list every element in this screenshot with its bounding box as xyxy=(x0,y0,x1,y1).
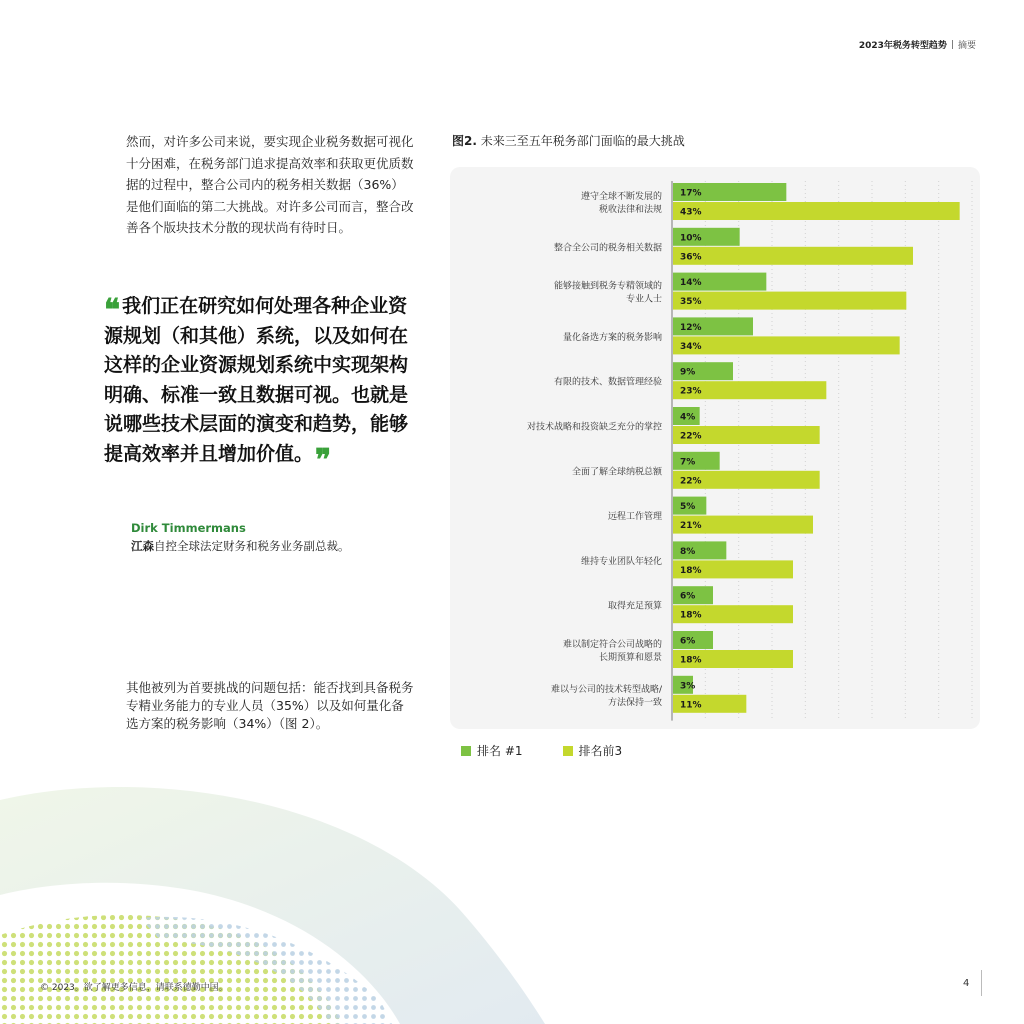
category-label: 取得充足预算 xyxy=(607,601,662,612)
open-quote-icon: ❝ xyxy=(104,293,121,328)
legend-label-top3: 排名前3 xyxy=(578,744,623,758)
copyright-note: © 2023。欲了解更多信息，请联系德勤中国。 xyxy=(40,983,228,993)
category-label: 量化备选方案的税务影响 xyxy=(562,332,662,343)
category-label: 远程工作管理 xyxy=(607,512,662,523)
category-label: 长期预算和愿景 xyxy=(598,653,662,663)
category-label: 有限的技术、数据管理经验 xyxy=(553,377,662,388)
bar-value-label: 22% xyxy=(680,431,702,442)
category-label: 难以制定符合公司战略的 xyxy=(562,640,662,650)
bar-value-label: 14% xyxy=(680,278,702,289)
bar-value-label: 18% xyxy=(680,610,702,621)
intro-paragraph: 然而，对许多公司来说，要实现企业税务数据可视化十分困难，在税务部门追求提高效率和获取更优质数据的过程中，整合公司内的税务相关数据（36%）是他们面临的第二大挑战。对许多公司而言，整合改善各个版块技术分散的现状尚有待时日。 xyxy=(126,134,414,235)
legend-swatch-rank1 xyxy=(461,746,471,756)
chart-legend xyxy=(461,742,622,759)
bar-value-label: 18% xyxy=(680,565,702,576)
legend-label-rank1: 排名 #1 xyxy=(477,744,523,758)
author-title xyxy=(131,538,350,554)
bar-value-label: 36% xyxy=(680,252,702,263)
quote-text: 我们正在研究如何处理各种企业资源规划（和其他）系统，以及如何在这样的企业资源规划系统中实现架构明确、标准一致且数据可视。也就是说哪些技术层面的演变和趋势，能够提高效率并且增加价值。 xyxy=(104,295,409,465)
closing-paragraph: 其他被列为首要挑战的问题包括：能否找到具备税务专精业务能力的专业人员（35%）以及如何量化备选方案的税务影响（34%）（图 2）。 xyxy=(126,680,414,731)
author-name: Dirk Timmermans xyxy=(131,521,246,535)
category-label: 税收法律和法规 xyxy=(598,205,662,215)
bar-value-label: 7% xyxy=(680,457,696,468)
bar-value-label: 12% xyxy=(680,322,702,333)
pull-quote xyxy=(104,292,414,478)
bar-value-label: 5% xyxy=(680,502,696,513)
category-label: 遵守全球不断发展的 xyxy=(580,192,662,202)
category-label: 整合全公司的税务相关数据 xyxy=(553,243,662,254)
bar-value-label: 34% xyxy=(680,341,702,352)
legend-swatch-top3 xyxy=(563,746,573,756)
category-label: 全面了解全球纳税总额 xyxy=(571,467,662,478)
bar-value-label: 3% xyxy=(680,681,696,692)
bar-value-label: 22% xyxy=(680,476,702,487)
bar-value-label: 11% xyxy=(680,700,702,711)
report-title: 2023年税务转型趋势 xyxy=(858,41,947,51)
close-quote-icon: ❞ xyxy=(315,442,332,478)
figure-label: 图2. xyxy=(452,134,477,148)
bar xyxy=(673,336,900,354)
bar-value-label: 35% xyxy=(680,297,702,308)
bar-value-label: 9% xyxy=(680,367,696,378)
page-number: 4 xyxy=(963,978,970,989)
header-separator: | xyxy=(950,39,954,50)
bar-value-label: 8% xyxy=(680,546,696,557)
category-label: 能够接触到税务专精领域的 xyxy=(553,281,662,292)
figure-caption xyxy=(452,132,685,149)
category-label: 专业人士 xyxy=(625,294,662,305)
category-label: 难以与公司的技术转型战略/ xyxy=(550,684,662,695)
bar-value-label: 43% xyxy=(680,207,702,218)
category-label: 方法保持一致 xyxy=(607,697,662,708)
section-name: 摘要 xyxy=(957,41,976,51)
category-label: 对技术战略和投资缺乏充分的掌控 xyxy=(526,422,662,433)
author-name-cn: 江森 xyxy=(131,539,154,553)
legend-item-rank1 xyxy=(461,742,523,759)
legend-item-top3 xyxy=(563,742,623,759)
category-label: 维持专业团队年轻化 xyxy=(580,556,662,567)
bar-value-label: 17% xyxy=(680,188,702,199)
bar xyxy=(673,202,960,220)
bar-chart xyxy=(450,167,980,729)
bar-value-label: 4% xyxy=(680,412,696,423)
page-header xyxy=(859,38,976,51)
bar xyxy=(673,247,913,265)
bar-value-label: 23% xyxy=(680,386,702,397)
bar-value-label: 6% xyxy=(680,591,696,602)
bar-value-label: 10% xyxy=(680,233,702,244)
page-divider xyxy=(981,970,982,996)
bar-value-label: 6% xyxy=(680,636,696,647)
bar xyxy=(673,292,906,310)
bar-value-label: 21% xyxy=(680,521,702,532)
bar-value-label: 18% xyxy=(680,655,702,666)
chart-panel xyxy=(450,167,980,729)
figure-title: 未来三至五年税务部门面临的最大挑战 xyxy=(480,134,685,148)
author-role: 自控全球法定财务和税务业务副总裁。 xyxy=(154,539,350,553)
